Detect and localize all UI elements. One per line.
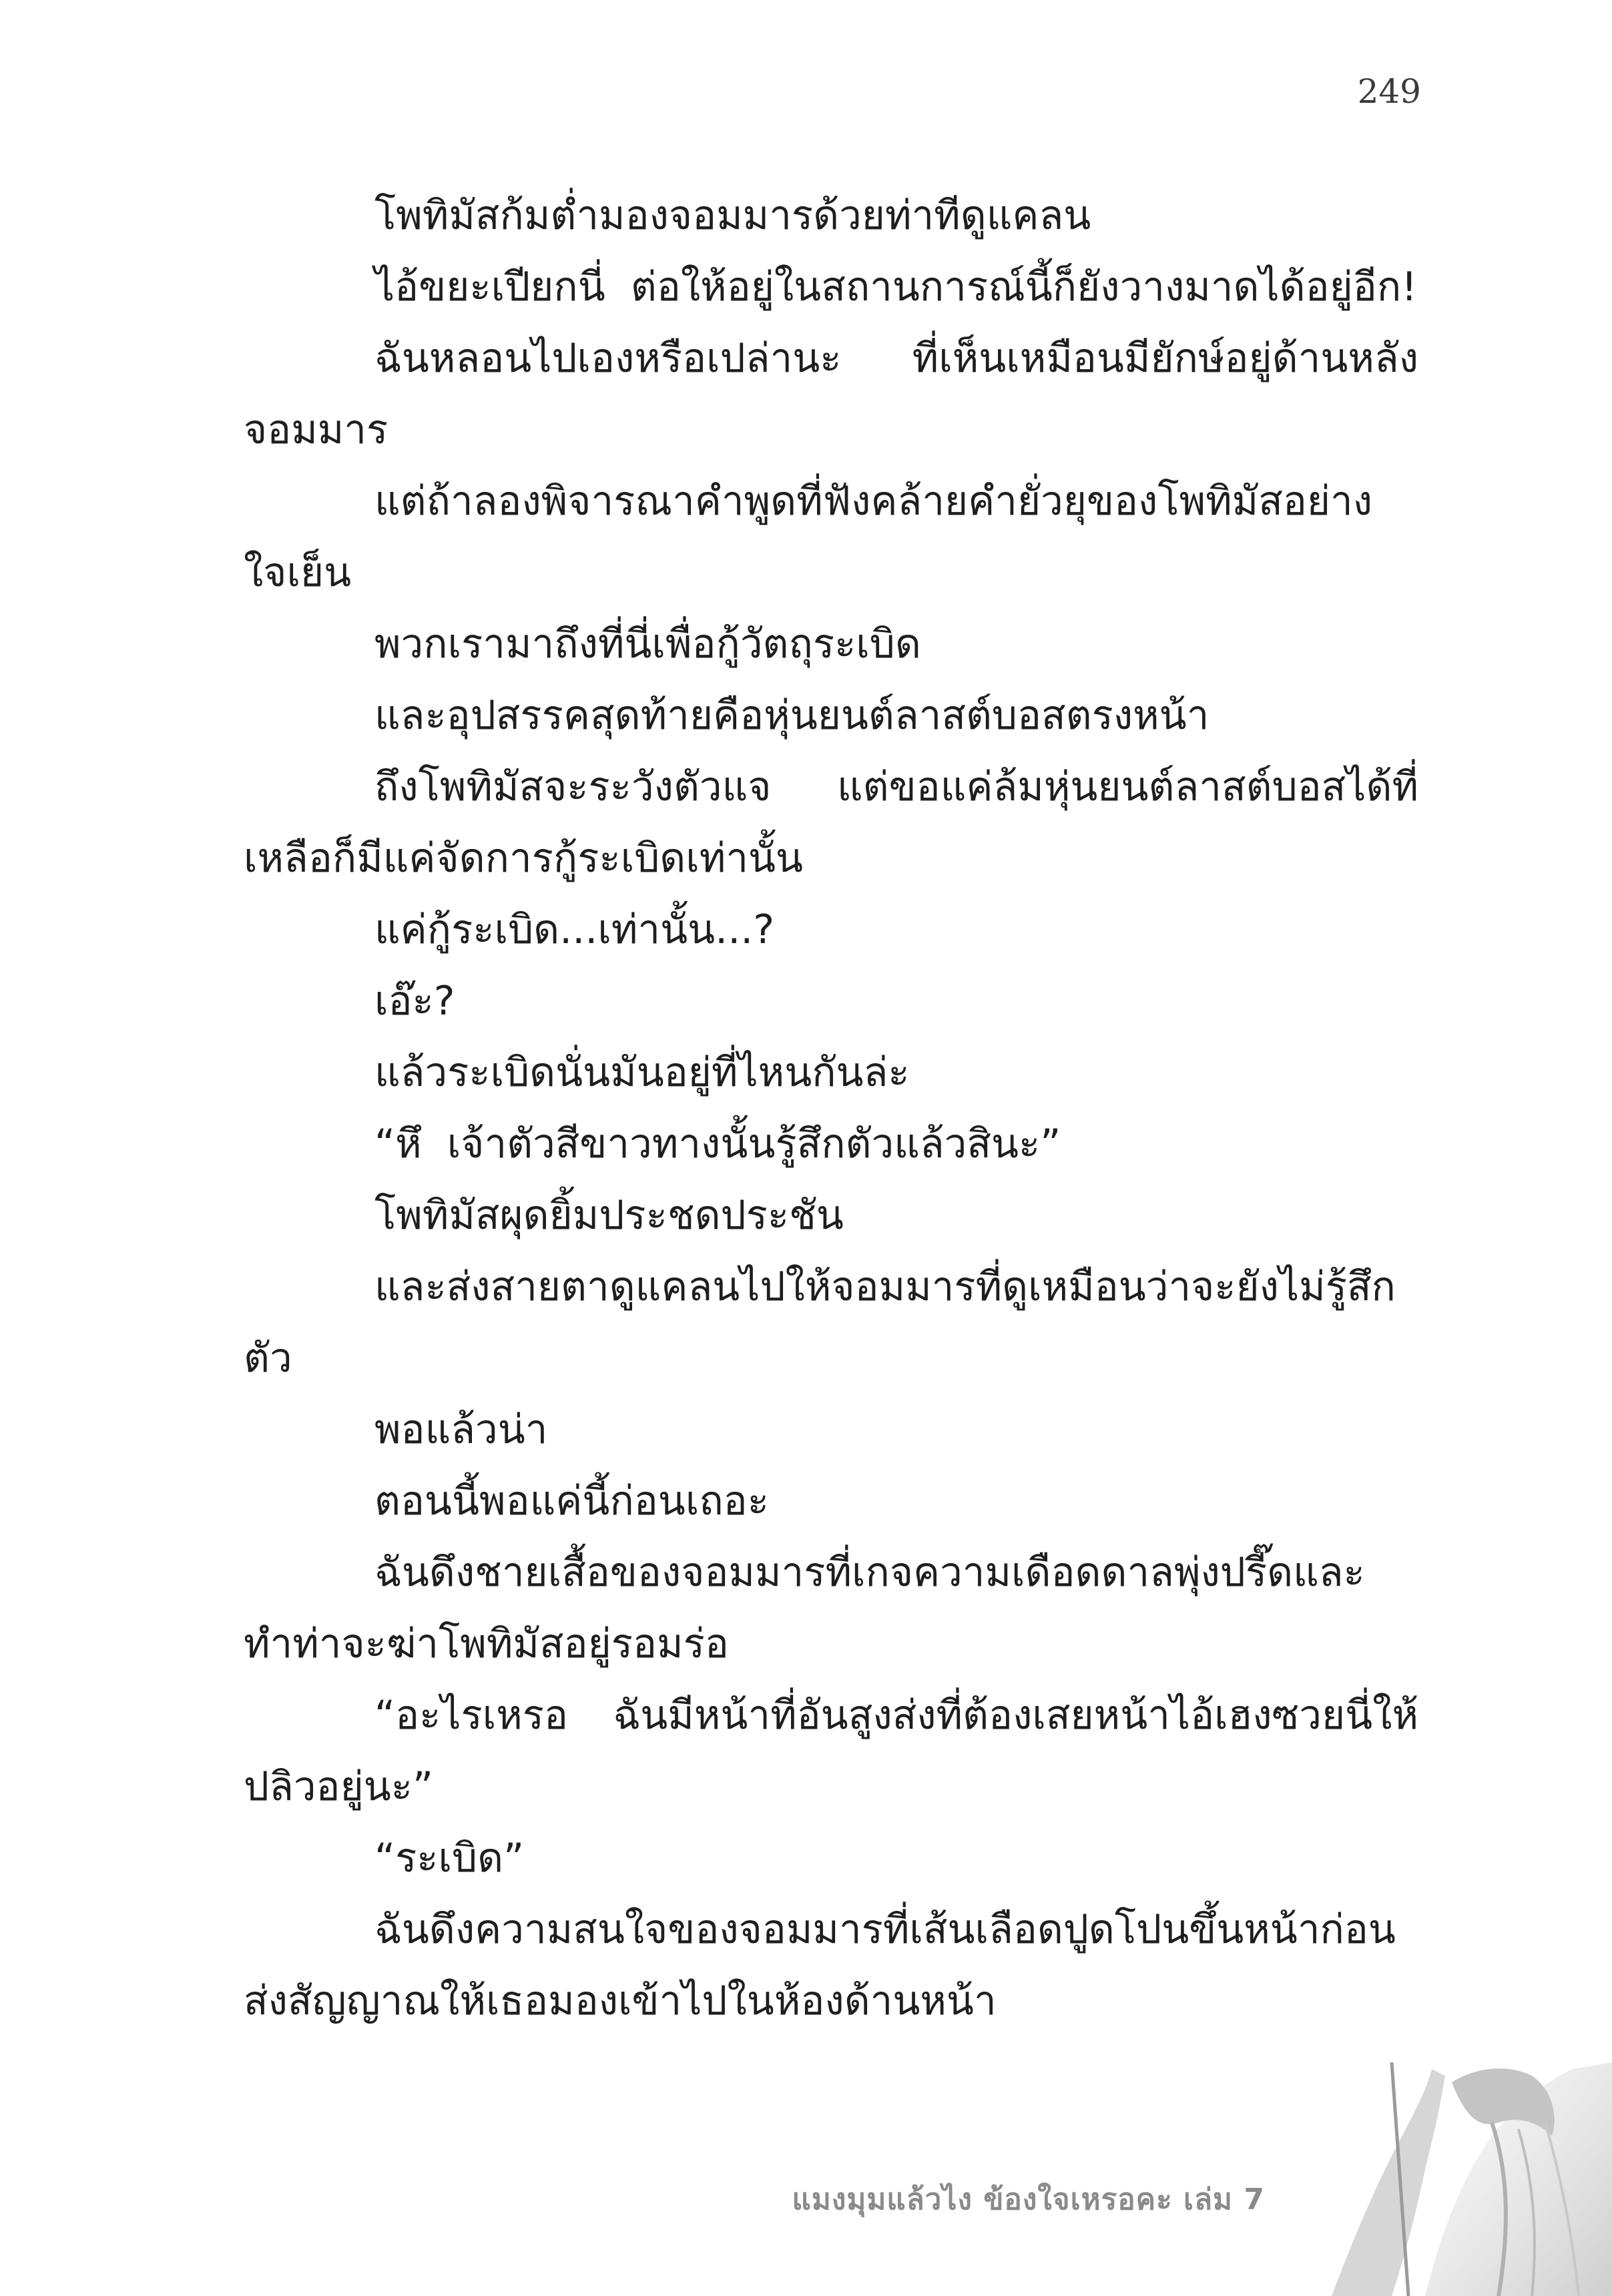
- paragraph: แค่กู้ระเบิด...เท่านั้น...?: [374, 906, 775, 953]
- paragraph: โพทิมัสก้มต่ำมองจอมมารด้วยท่าทีดูแคลน: [374, 192, 1091, 239]
- paragraph: ตอนนี้พอแค่นี้ก่อนเถอะ: [374, 1478, 769, 1524]
- paragraph: แต่ถ้าลองพิจารณาคำพูดที่ฟังคล้ายคำยั่วยุของโพทิมัสอย่างใจเย็น: [244, 478, 1373, 596]
- book-title: แมงมุมแล้วไง ข้องใจเหรอคะ เล่ม 7: [792, 2183, 1265, 2217]
- paragraph: “ระเบิด”: [374, 1835, 525, 1882]
- paragraph: “อะไรเหรอ ฉันมีหน้าที่อันสูงส่งที่ต้องเสยหน้าไอ้เฮงซวยนี่ให้ปลิวอยู่นะ”: [244, 1692, 1418, 1810]
- paragraph: โพทิมัสผุดยิ้มประชดประชัน: [374, 1192, 844, 1239]
- page-number: 249: [1357, 72, 1421, 111]
- paragraph: ถึงโพทิมัสจะระวังตัวแจ แต่ขอแค่ล้มหุ่นยนต์ลาสต์บอสได้ที่เหลือก็มีแค่จัดการกู้ระเบิดเท่านั้น: [244, 764, 1418, 882]
- paragraph: และส่งสายตาดูแคลนไปให้จอมมารที่ดูเหมือนว่าจะยังไม่รู้สึกตัว: [244, 1263, 1396, 1382]
- paragraph: ฉันหลอนไปเองหรือเปล่านะ ที่เห็นเหมือนมียักษ์อยู่ด้านหลังจอมมาร: [244, 335, 1418, 453]
- paragraph: “หึ เจ้าตัวสีขาวทางนั้นรู้สึกตัวแล้วสินะ”: [374, 1121, 1061, 1167]
- character-illustration: [1292, 2042, 1612, 2296]
- paragraph: เอ๊ะ?: [374, 978, 455, 1025]
- paragraph: ฉันดึงชายเสื้อของจอมมารที่เกจความเดือดดาลพุ่งปรี๊ดและทำท่าจะฆ่าโพทิมัสอยู่รอมร่อ: [244, 1549, 1365, 1667]
- paragraph: ฉันดึงความสนใจของจอมมารที่เส้นเลือดปูดโปนขึ้นหน้าก่อนส่งสัญญาณให้เธอมองเข้าไปในห้องด้านหน้า: [244, 1906, 1396, 2024]
- paragraph: ไอ้ขยะเปียกนี่ ต่อให้อยู่ในสถานการณ์นี้ก็ยังวางมาดได้อยู่อีก!: [374, 264, 1418, 310]
- paragraph: แล้วระเบิดนั่นมันอยู่ที่ไหนกันล่ะ: [374, 1049, 910, 1096]
- paragraph: พวกเรามาถึงที่นี่เพื่อกู้วัตถุระเบิด: [374, 621, 921, 667]
- paragraph: และอุปสรรคสุดท้ายคือหุ่นยนต์ลาสต์บอสตรงหน้า: [374, 692, 1210, 739]
- body-text: [244, 180, 1418, 2037]
- paragraph: พอแล้วน่า: [374, 1406, 548, 1453]
